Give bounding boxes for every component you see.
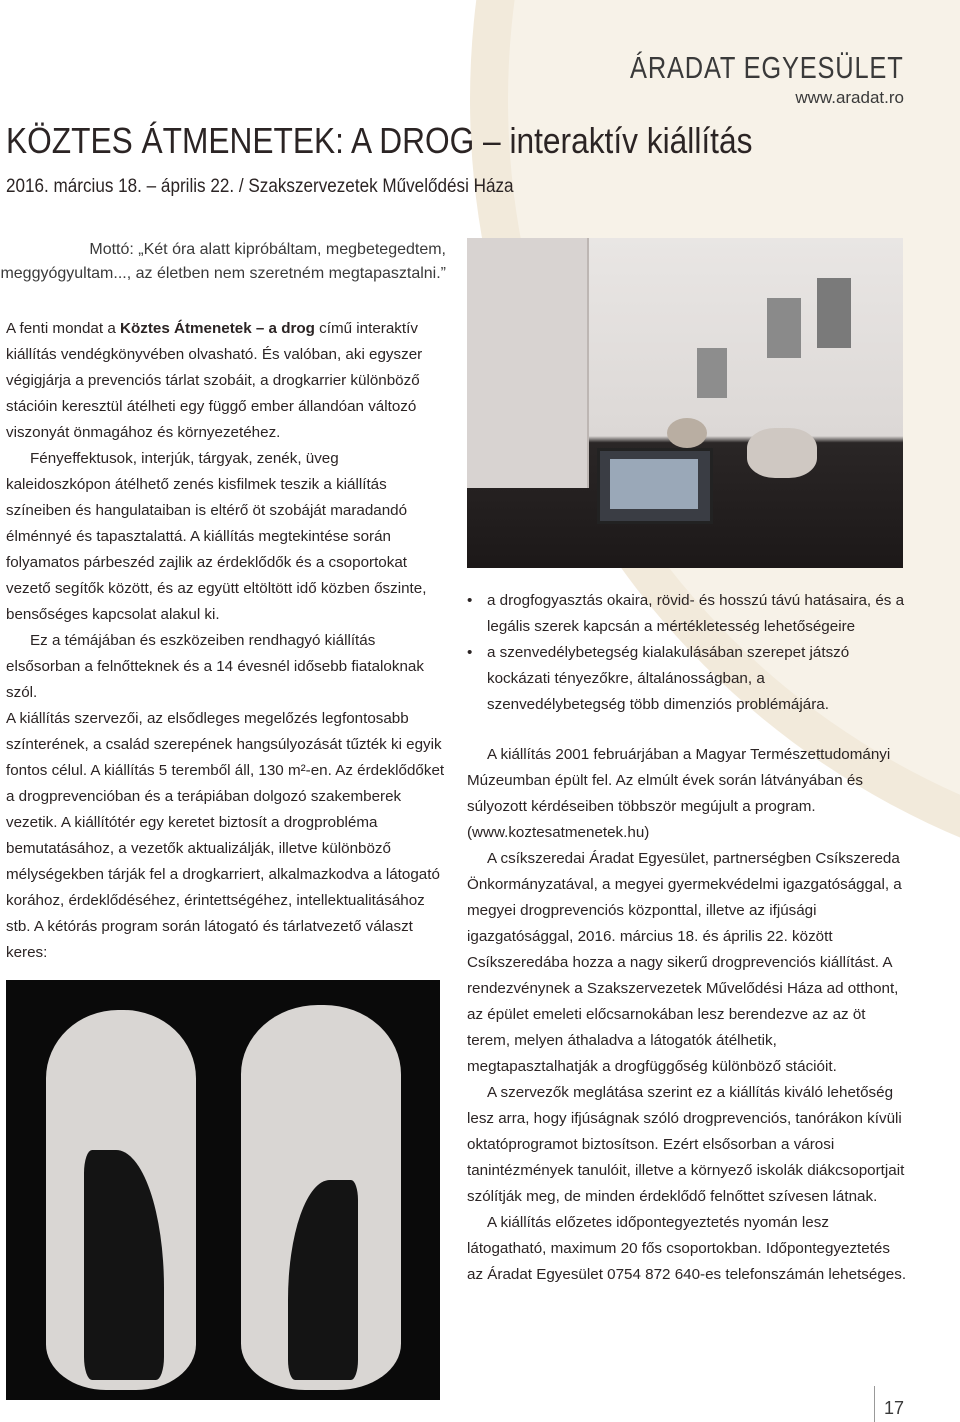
article-title: KÖZTES ÁTMENETEK: A DROG – interaktív kiállítás [6,120,753,161]
topics-list [467,588,907,718]
sculpture-figures-photo [6,980,440,1400]
right-column [467,588,907,1288]
paragraph-audience: Ez a témájában és eszközeiben rendhagyó kiállítás elsősorban a felnőtteknek és a 14 évesnél idősebb fiataloknak szól. [6,632,424,701]
list-item-text: a drogfogyasztás okaira, rövid- és hosszú távú hatásaira, és a legális szerek kapcsán a mértékletesség lehetőségeire [487,592,905,635]
intro-text-a: A fenti mondat a [6,320,120,337]
room-wall-left [467,238,587,488]
room-wall-corner [587,238,589,488]
exhibition-name: Köztes Átmenetek – a drog [119,320,315,337]
paragraph-intro [6,316,446,446]
paragraph-effects: Fényeffektusok, interjúk, tárgyak, zenék, üveg kaleidoszkópon átélhető zenés kisfilmek teszik a kiállítás színeiben és hangulataiban is eltérő öt szobáját maradandó élménnyé és tapasztalattá. A kiállítás megtekintése során folyamatos párbeszéd zajlik az érdeklődők és a csoportokat vezető segítők között, és az együtt eltöltött idő közben őszinte, bensőséges kapcsolat alakul ki. [6,450,427,623]
suspended-object [667,418,707,448]
television-set [597,448,713,524]
bullet-icon: • [467,644,473,661]
suspended-object [747,428,817,478]
list-item-text: a szenvedélybetegség kialakulásában szerepet játszó kockázati tényezőkre, általánosságban, a szenvedélybetegség több dimenziós problémájára. [487,644,850,713]
organization-url[interactable]: www.aradat.ro [795,88,904,107]
paragraph-partners: A csíkszeredai Áradat Egyesület, partnerségben Csíkszereda Önkormányzatával, a megyei gyermekvédelmi igazgatósággal, a megyei drogprevenciós központtal, illetve az ifjúsági igazgatósággal, 2016. március 18. és április 22. között Csíkszeredába hozza a nagy sikerű drogprevenciós kiállítást. A rendezvénynek a Szakszervezetek Művelődési Háza ad otthont, az épület emeleti előcsarnokában lesz berendezve az az öt terem, melyen áthaladva a látogatók átélhetik, megtapasztalhatják a drogfüggőség különböző stációit. [467,850,902,1075]
hanging-picture [697,348,727,398]
list-item [467,588,907,640]
bullet-icon: • [467,592,473,609]
hanging-picture [767,298,801,358]
article-subtitle: 2016. március 18. – április 22. / Szakszervezetek Művelődési Háza [6,176,514,197]
paragraph-history: A kiállítás 2001 februárjában a Magyar Természettudományi Múzeumban épült fel. Az elmúlt évek során látványában és súlyozott kérdéseiben többször megújult a program. (www.koztesatmenetek.hu) [467,746,891,841]
page-number: 17 [883,1398,904,1418]
exhibition-room-photo [467,238,903,568]
television-screen [610,459,698,509]
organization-name: ÁRADAT EGYESÜLET [630,50,904,85]
intro-text-b: című interaktív kiállítás vendégkönyvében olvasható. És valóban, aki egyszer végigjárja a prevenciós tárlat szobáit, a drogkarrier különböző stációin keresztül átélheti egy függő ember állandóan változó viszonyát önmagához és környezetéhez. [6,320,423,441]
paragraph-organizers: A kiállítás szervezői, az elsődleges megelőzés legfontosabb színterének, a család szerepének hangsúlyozását tűzték ki egyik fontos célul. A kiállítás 5 teremből áll, 130 m²-en. Az érdeklődőket a drogprevencióban és a terápiában dolgozó szakemberek vezetik. A kiállítótér egy keretet biztosít a drogprobléma bemutatásához, a vezetők aktualizálják, illetve különböző mélységekben tárják fel a drogkarriert, alkalmazkodva a látogató korához, érdeklődéséhez, érintettségéhez, intellektualitásához stb. A kétórás program során látogató és tárlatvezető választ keres: [6,710,445,961]
paragraph-goals: A szervezők meglátása szerint ez a kiállítás kiváló lehetőség lesz arra, hogy ifjúságnak szóló drogprevenciós, tanórákon kívüli oktatóprogramot biztosítson. Ezért elsősorban a városi tanintézmények tanulóit, illetve a környező iskolák diákcsoportjait szólítják meg, de minden érdeklődő felnőttet szívesen látnak. [467,1084,905,1205]
paragraph-booking: A kiállítás előzetes időpontegyeztetés nyomán lesz látogatható, maximum 20 fős csoportokban. Időpontegyeztetés az Áradat Egyesület 0754 872 640-es telefonszámán lehetséges. [467,1214,907,1283]
hanging-picture [817,278,851,348]
list-item [467,640,907,718]
left-column [6,316,446,966]
motto-quote: Mottó: „Két óra alatt kipróbáltam, megbetegedtem, meggyógyultam..., az életben nem szeretném megtapasztalni.” [0,241,446,282]
page-number-divider [874,1386,875,1422]
